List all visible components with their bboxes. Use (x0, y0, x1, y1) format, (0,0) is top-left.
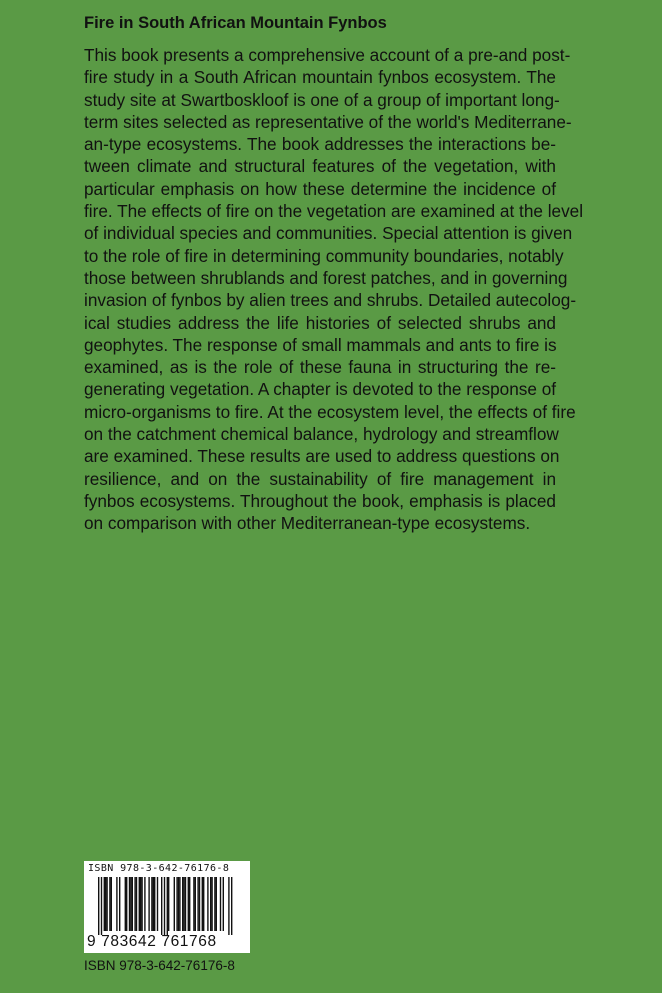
isbn-text: ISBN 978-3-642-76176-8 (84, 958, 235, 973)
description-line: resilience, and on the sustainability of fire management in (84, 468, 556, 489)
description-line: an-type ecosystems. The book addresses the interactions be- (84, 134, 556, 155)
description-line: study site at Swartboskloof is one of a group of important long- (84, 89, 560, 110)
description-line: fire. The effects of fire on the vegetation are examined at the level (84, 201, 584, 222)
description-line: invasion of fynbos by alien trees and shrubs. Detailed autecolog- (84, 290, 577, 311)
description-line: micro-organisms to fire. At the ecosystem level, the effects of fire (84, 401, 576, 422)
description-line: fynbos ecosystems. Throughout the book, emphasis is placed (84, 490, 556, 511)
description-line: geophytes. The response of small mammals and ants to fire is (84, 334, 557, 355)
description-line: to the role of fire in determining community boundaries, notably (84, 245, 564, 266)
description-line: particular emphasis on how these determine the incidence of (84, 178, 556, 199)
book-description (84, 44, 584, 535)
description-line: on the catchment chemical balance, hydrology and streamflow (84, 424, 559, 445)
description-line: those between shrublands and forest patches, and in governing (84, 267, 568, 288)
book-title: Fire in South African Mountain Fynbos (84, 14, 387, 32)
description-line: fire study in a South African mountain fynbos ecosystem. The (84, 67, 556, 88)
barcode-isbn-label: ISBN 978-3-642-76176-8 (88, 863, 230, 874)
description-line: of individual species and communities. Special attention is given (84, 223, 573, 244)
barcode (84, 861, 250, 953)
description-line: on comparison with other Mediterranean-type ecosystems. (84, 513, 531, 534)
description-line: tween climate and structural features of the vegetation, with (84, 156, 556, 177)
description-line: This book presents a comprehensive account of a pre-and post- (84, 45, 571, 65)
description-line: generating vegetation. A chapter is devoted to the response of (84, 379, 557, 400)
description-line: term sites selected as representative of the world's Mediterrane- (84, 111, 572, 132)
barcode-digits: 9 783642 761768 (87, 933, 217, 950)
description-line: are examined. These results are used to address questions on (84, 446, 560, 467)
description-line: ical studies address the life histories of selected shrubs and (84, 312, 556, 333)
description-line: examined, as is the role of these fauna in structuring the re- (84, 357, 556, 378)
barcode-bars (98, 877, 238, 935)
